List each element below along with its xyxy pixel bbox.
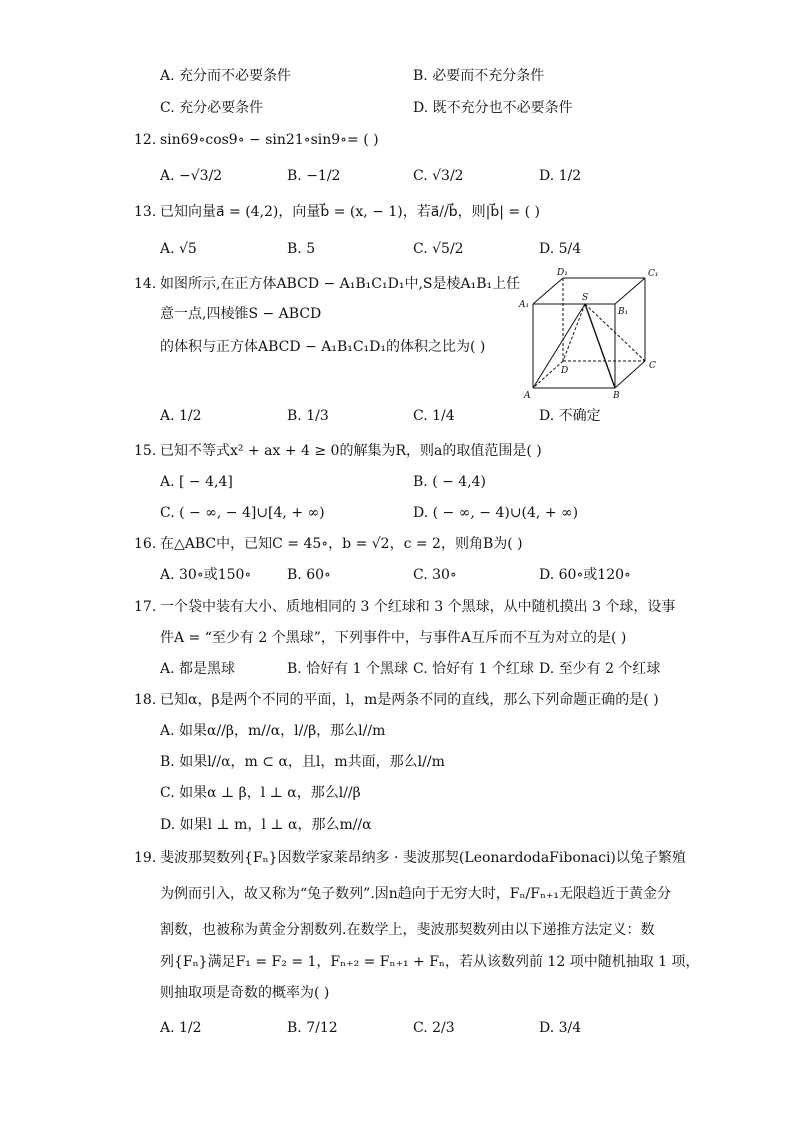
q11-option-b: B. 必要而不充分条件 (413, 68, 545, 84)
cube-figure (515, 266, 665, 406)
q17-option-c: C. 恰好有 1 个红球 (413, 661, 534, 677)
q14-option-d: D. 不确定 (539, 408, 601, 424)
q19-line-5: 则抽取项是奇数的概率为( ) (160, 985, 330, 1001)
q16-option-d: D. 60∘或120∘ (539, 567, 631, 583)
q15-option-b: B. ( − 4,4) (413, 474, 487, 490)
q17-line-2: 件A = “至少有 2 个黑球”，下列事件中，与事件A互斥而不互为对立的是( ) (160, 630, 627, 646)
q16-option-c: C. 30∘ (413, 567, 457, 583)
q18-option-c: C. 如果α ⊥ β，l ⊥ α，那么l//β (160, 785, 361, 801)
q13-option-b: B. 5 (287, 241, 316, 257)
q12-option-b: B. −1/2 (287, 168, 341, 184)
q19-line-1: 斐波那契数列{Fₙ}因数学家莱昂纳多 · 斐波那契(LeonardodaFibonaci)以兔子繁殖 (160, 850, 686, 866)
label-c1: C₁ (648, 269, 659, 279)
q18-option-a: A. 如果α//β，m//α，l//β，那么l//m (160, 723, 386, 739)
q16-stem: 在△ABC中，已知C = 45∘，b = √2，c = 2，则角B为( ) (160, 536, 523, 552)
q16-number: 16. (134, 536, 157, 552)
q19-option-a: A. 1/2 (160, 1020, 202, 1036)
q12-option-d: D. 1/2 (539, 168, 582, 184)
q12-number: 12. (134, 132, 157, 148)
q19-line-4: 列{Fₙ}满足F₁ = F₂ = 1，Fₙ₊₂ = Fₙ₊₁ + Fₙ，若从该数列前 12 项中随机抽取 1 项， (160, 954, 700, 970)
q18-stem: 已知α，β是两个不同的平面，l，m是两条不同的直线，那么下列命题正确的是( ) (160, 692, 659, 708)
q17-number: 17. (134, 599, 157, 615)
label-a1: A₁ (519, 300, 530, 310)
q13-option-d: D. 5/4 (539, 241, 582, 257)
q19-option-c: C. 2/3 (413, 1020, 455, 1036)
q19-option-d: D. 3/4 (539, 1020, 582, 1036)
q18-option-d: D. 如果l ⊥ m，l ⊥ α，那么m//α (160, 817, 372, 833)
q13-option-a: A. √5 (160, 241, 197, 257)
q12-option-a: A. −√3/2 (160, 168, 223, 184)
q17-option-b: B. 恰好有 1 个黑球 (287, 661, 408, 677)
q17-option-a: A. 都是黑球 (160, 661, 236, 677)
q11-option-c: C. 充分必要条件 (160, 100, 264, 116)
q14-line-1: 如图所示,在正方体ABCD − A₁B₁C₁D₁中,S是棱A₁B₁上任 (160, 276, 521, 292)
label-b: B (613, 391, 620, 401)
q13-stem: 已知向量a⃗ = (4,2)，向量b⃗ = (x, − 1)，若a⃗//b⃗，则|b⃗| = ( ) (160, 204, 540, 220)
q11-option-d: D. 既不充分也不必要条件 (413, 100, 573, 116)
q13-number: 13. (134, 204, 157, 220)
q17-line-1: 一个袋中装有大小、质地相同的 3 个红球和 3 个黑球，从中随机摸出 3 个球，设事 (160, 599, 676, 615)
q18-number: 18. (134, 692, 157, 708)
q18-option-b: B. 如果l//α，m ⊂ α，且l，m共面，那么l//m (160, 754, 445, 770)
q14-line-2: 意一点,四棱锥S − ABCD (160, 306, 322, 322)
q16-option-a: A. 30∘或150∘ (160, 567, 252, 583)
q15-option-d: D. ( − ∞, − 4)∪(4, + ∞) (413, 505, 579, 521)
q15-option-c: C. ( − ∞, − 4]∪[4, + ∞) (160, 505, 325, 521)
q19-number: 19. (134, 850, 157, 866)
q15-number: 15. (134, 443, 157, 459)
label-d: D (561, 366, 569, 376)
label-s: S (582, 293, 589, 303)
label-a: A (524, 391, 531, 401)
q19-line-2: 为例而引入，故又称为“兔子数列”.因n趋向于无穷大时，Fₙ/Fₙ₊₁无限趋近于黄金分 (160, 886, 672, 902)
q17-option-d: D. 至少有 2 个红球 (539, 661, 661, 677)
q14-option-b: B. 1/3 (287, 408, 329, 424)
q14-number: 14. (134, 276, 157, 292)
q13-option-c: C. √5/2 (413, 241, 464, 257)
q12-option-c: C. √3/2 (413, 168, 464, 184)
q14-line-3: 的体积与正方体ABCD − A₁B₁C₁D₁的体积之比为( ) (160, 339, 486, 355)
q14-option-a: A. 1/2 (160, 408, 202, 424)
label-c: C (649, 361, 656, 371)
label-b1: B₁ (618, 307, 629, 317)
q15-option-a: A. [ − 4,4] (160, 474, 233, 490)
q19-line-3: 割数，也被称为黄金分割数列.在数学上，斐波那契数列由以下递推方法定义：数 (160, 922, 655, 938)
q12-stem: sin69∘cos9∘ − sin21∘sin9∘= ( ) (160, 132, 379, 148)
label-d1: D₁ (557, 268, 568, 278)
q14-option-c: C. 1/4 (413, 408, 455, 424)
q15-stem: 已知不等式x² + ax + 4 ≥ 0的解集为R，则a的取值范围是( ) (160, 443, 542, 459)
q19-option-b: B. 7/12 (287, 1020, 338, 1036)
q11-option-a: A. 充分而不必要条件 (160, 68, 292, 84)
q16-option-b: B. 60∘ (287, 567, 331, 583)
